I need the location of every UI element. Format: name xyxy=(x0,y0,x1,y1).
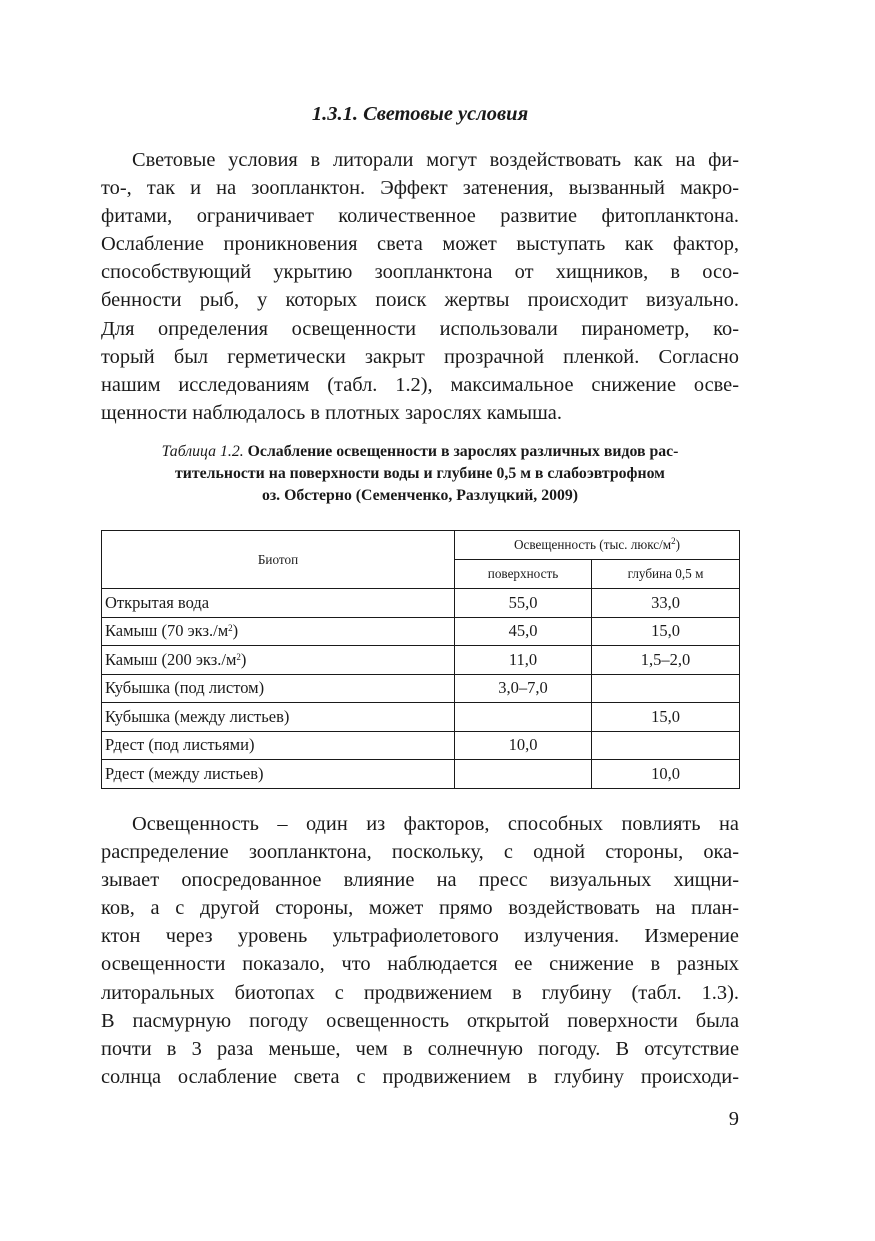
caption-label: Таблица 1.2. xyxy=(161,443,244,460)
depth-cell: 10,0 xyxy=(592,760,740,789)
depth-cell xyxy=(592,731,740,760)
text-line: В пасмурную погоду освещенность открытой поверхности была xyxy=(101,1009,739,1032)
text-line: щенности наблюдалось в плотных зарослях камыша. xyxy=(101,401,562,424)
table-row xyxy=(102,589,740,618)
biotope-cell: Камыш (200 $экз./м^2$) xyxy=(102,646,455,675)
table-row xyxy=(102,731,740,760)
text-line: ков, а с другой стороны, может прямо воздействовать на план- xyxy=(101,897,739,920)
biotope-cell: Кубышка (под листом) xyxy=(102,674,455,703)
depth-cell: 33,0 xyxy=(592,589,740,618)
depth-cell xyxy=(592,674,740,703)
surface-cell: 45,0 xyxy=(455,617,592,646)
text-line: зывает опосредованное влияние на пресс визуальных хищни- xyxy=(101,869,739,892)
text-line: освещенности показало, что наблюдается ее снижение в разных xyxy=(101,953,739,976)
depth-cell: 15,0 xyxy=(592,703,740,732)
header-biotope: Биотоп xyxy=(102,531,455,589)
surface-cell: 3,0–7,0 xyxy=(455,674,592,703)
surface-cell xyxy=(455,703,592,732)
paragraph-illumination-factor xyxy=(101,810,739,1091)
page-number: 9 xyxy=(728,1108,739,1130)
text-line: Освещенность – один из факторов, способных повлиять на xyxy=(132,813,739,835)
text-line: почти в 3 раза меньше, чем в солнечную погоду. В отсутствие xyxy=(101,1037,739,1060)
table-row xyxy=(102,703,740,732)
biotope-cell: Открытая вода xyxy=(102,589,455,618)
surface-cell: 11,0 xyxy=(455,646,592,675)
caption-line: тительности на поверхности воды и глубине 0,5 м в слабоэвтрофном xyxy=(175,465,665,482)
header-surface: поверхность xyxy=(455,560,592,589)
illumination-table xyxy=(101,530,740,789)
surface-cell xyxy=(455,760,592,789)
text-line: то-, так и на зоопланктон. Эффект затенения, вызванный макро- xyxy=(101,177,739,200)
table-row xyxy=(102,646,740,675)
table-row xyxy=(102,617,740,646)
text-line: нашим исследованиям (табл. 1.2), максимальное снижение осве- xyxy=(101,373,739,396)
caption-line xyxy=(101,441,739,463)
text-line: литоральных биотопах с продвижением в глубину (табл. 1.3). xyxy=(101,981,739,1004)
table-row xyxy=(102,760,740,789)
header-illumination: Освещенность (тыс. люкс/$м^2$) xyxy=(455,531,740,560)
text-line: ктон через уровень ультрафиолетового излучения. Измерение xyxy=(101,925,739,948)
paragraph-light-conditions xyxy=(101,146,739,427)
text-line: распределение зоопланктона, поскольку, с одной стороны, ока- xyxy=(101,841,739,864)
text-line: Для определения освещенности использовали пиранометр, ко- xyxy=(101,317,739,340)
biotope-cell: Камыш (70 $экз./м^2$) xyxy=(102,617,455,646)
text-line: Ослабление проникновения света может выступать как фактор, xyxy=(101,233,739,256)
depth-cell: 15,0 xyxy=(592,617,740,646)
depth-cell: 1,5–2,0 xyxy=(592,646,740,675)
caption-line: оз. Обстерно (Семенченко, Разлуцкий, 2009) xyxy=(261,487,579,504)
text-line: Световые условия в литорали могут воздействовать как на фи- xyxy=(132,149,739,171)
text-line: солнца ослабление света с продвижением в глубину происходи- xyxy=(101,1065,739,1088)
header-depth: глубина 0,5 м xyxy=(592,560,740,589)
surface-cell: 55,0 xyxy=(455,589,592,618)
text-line: торый был герметически закрыт прозрачной пленкой. Согласно xyxy=(101,345,739,368)
surface-cell: 10,0 xyxy=(455,731,592,760)
text-line: фитами, ограничивает количественное развитие фитопланктона. xyxy=(101,205,739,228)
text-line: способствующий укрытию зоопланктона от хищников, в осо- xyxy=(101,261,739,284)
text-line: бенности рыб, у которых поиск жертвы происходит визуально. xyxy=(101,289,739,312)
biotope-cell: Кубышка (между листьев) xyxy=(102,703,455,732)
biotope-cell: Рдест (под листьями) xyxy=(102,731,455,760)
section-heading: 1.3.1. Световые условия xyxy=(311,103,529,125)
biotope-cell: Рдест (между листьев) xyxy=(102,760,455,789)
caption-title: Ослабление освещенности в зарослях различных видов рас- xyxy=(247,443,679,460)
table-row xyxy=(102,674,740,703)
table-caption xyxy=(101,441,739,507)
